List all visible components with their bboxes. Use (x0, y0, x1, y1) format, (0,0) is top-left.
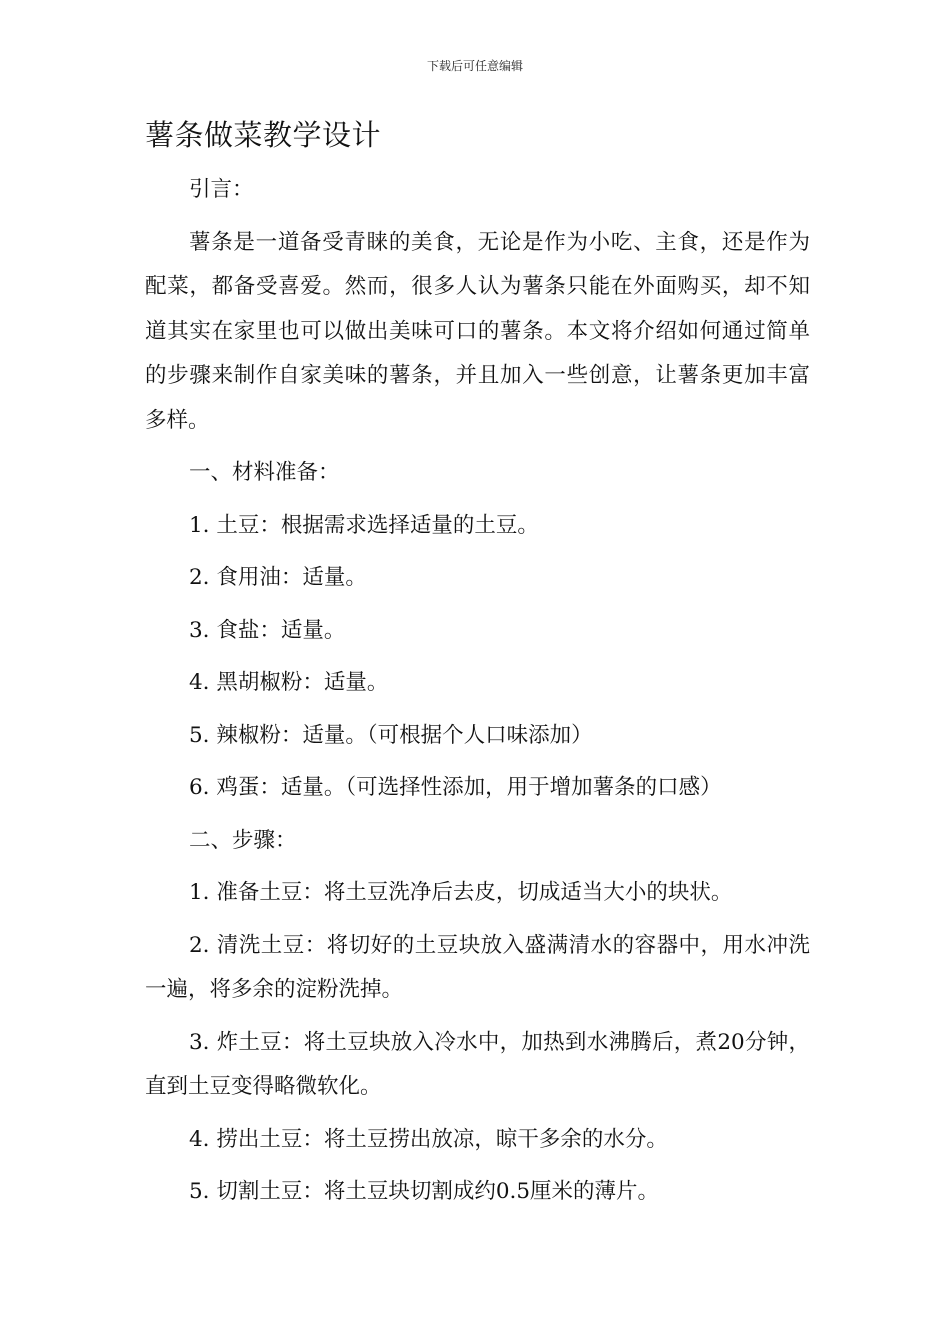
step-item: 3. 炸土豆：将土豆块放入冷水中，加热到水沸腾后，煮20分钟，直到土豆变得略微软化。 (145, 1029, 810, 1099)
step-item: 1. 准备土豆：将土豆洗净后去皮，切成适当大小的块状。 (189, 880, 733, 905)
step-item: 5. 切割土豆：将土豆块切割成约0.5厘米的薄片。 (189, 1179, 660, 1204)
material-item: 5. 辣椒粉：适量。（可根据个人口味添加） (189, 722, 593, 748)
material-item: 1. 土豆：根据需求选择适量的土豆。 (189, 512, 539, 538)
step-item: 2. 清洗土豆：将切好的土豆块放入盛满清水的容器中，用水冲洗一遍，将多余的淀粉洗掉。 (145, 932, 810, 1002)
material-item: 3. 食盐：适量。 (189, 617, 346, 643)
material-item: 4. 黑胡椒粉：适量。 (189, 670, 389, 695)
page-header: 下载后可任意编辑 (426, 59, 523, 73)
document-body (145, 168, 810, 1223)
intro-paragraph: 薯条是一道备受青睐的美食，无论是作为小吃、主食，还是作为配菜，都备受喜爱。然而，很多人认为薯条只能在外面购买，却不知道其实在家里也可以做出美味可口的薯条。本文将介绍如何通过简单的步骤来制作自家美味的薯条，并且加入一些创意，让薯条更加丰富多样。 (145, 229, 810, 433)
material-item: 2. 食用油：适量。 (189, 565, 367, 590)
intro-heading: 引言： (189, 177, 254, 202)
document-title: 薯条做菜教学设计 (145, 118, 382, 152)
section-heading-steps: 二、步骤： (189, 827, 297, 853)
section-heading-materials: 一、材料准备： (189, 460, 340, 485)
step-item: 4. 捞出土豆：将土豆捞出放凉，晾干多余的水分。 (189, 1126, 668, 1152)
material-item: 6. 鸡蛋：适量。（可选择性添加，用于增加薯条的口感） (189, 775, 722, 800)
